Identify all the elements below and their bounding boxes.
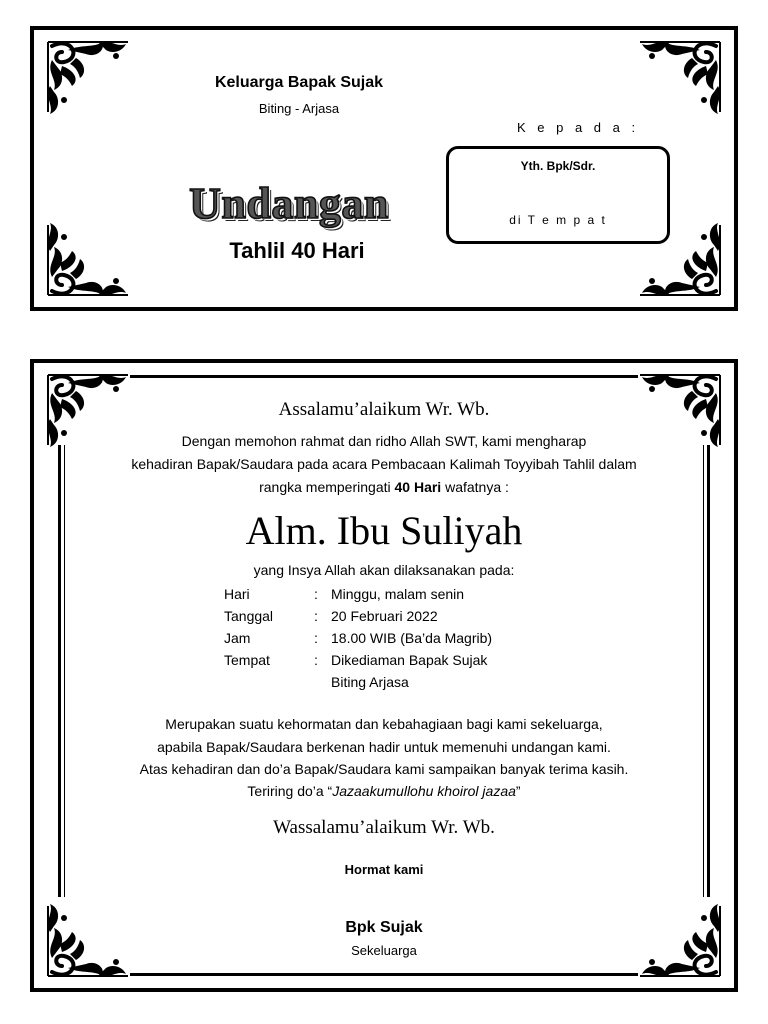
frame-line-top [130,375,638,378]
letter-card [30,359,738,992]
intro-line-3 [34,479,734,495]
corner-ornament-top-left [42,36,134,118]
detail-separator: : [314,586,318,602]
detail-value: Biting Arjasa [331,674,409,690]
greeting: Assalamu’alaikum Wr. Wb. [278,399,490,420]
closing-line-2: apabila Bapak/Saudara berkenan hadir untuk memenuhi undangan kami. [157,739,611,755]
invitation-title: Undangan [189,179,389,228]
closing-line-4-before: Teriring do’a “ [247,783,333,799]
intro-line-2: kehadiran Bapak/Saudara pada acara Pembacaan Kalimah Toyyibah Tahlil dalam [131,456,637,472]
deceased-name: Alm. Ibu Suliyah [245,508,523,553]
detail-label: Tempat [224,652,270,668]
detail-label: Jam [224,630,251,646]
frame-line-bottom [130,973,638,976]
detail-separator: : [314,608,318,624]
corner-ornament-bottom-right [634,900,726,982]
intro-line-3-bold: 40 Hari [394,479,442,495]
closing-line-4 [34,783,734,799]
closing-line-4-italic: Jazaakumullohu khoirol jazaa [332,783,516,799]
detail-value: Dikediaman Bapak Sujak [331,652,488,668]
intro-line-3-before: rangka memperingati [259,479,395,495]
family-place: Biting - Arjasa [258,101,340,116]
held-line: yang Insya Allah akan dilaksanakan pada: [253,562,515,578]
signer-subtitle: Sekeluarga [351,943,417,958]
intro-line-1: Dengan memohon rahmat dan ridho Allah SWT, kami mengharap [181,433,587,449]
closing-line-1: Merupakan suatu kehormatan dan kebahagiaan bagi kami sekeluarga, [165,716,603,732]
corner-ornament-bottom-left [42,219,134,301]
closing-line-4-after: ” [515,783,521,799]
signer-name: Bpk Sujak [345,919,423,936]
closing-line-3: Atas kehadiran dan do’a Bapak/Saudara kami sampaikan banyak terima kasih. [139,761,629,777]
family-name: Keluarga Bapak Sujak [214,74,384,91]
recipient-place: di T e m p a t [509,213,607,227]
envelope-card [30,26,738,311]
corner-ornament-top-right [634,36,726,118]
detail-value: 18.00 WIB (Ba’da Magrib) [331,630,493,646]
detail-label: Hari [224,586,250,602]
detail-separator: : [314,630,318,646]
regards: Hormat kami [344,862,424,877]
recipient-line: Yth. Bpk/Sdr. [520,159,596,173]
corner-ornament-bottom-left [42,900,134,982]
detail-value: Minggu, malam senin [331,586,465,602]
detail-label: Tanggal [224,608,274,624]
detail-separator: : [314,652,318,668]
farewell: Wassalamu’alaikum Wr. Wb. [273,817,495,838]
invitation-subtitle: Tahlil 40 Hari [229,238,365,263]
intro-line-3-after: wafatnya : [441,479,509,495]
detail-value: 20 Februari 2022 [331,608,438,624]
to-label: K e p a d a : [517,120,640,135]
recipient-box [446,146,670,244]
